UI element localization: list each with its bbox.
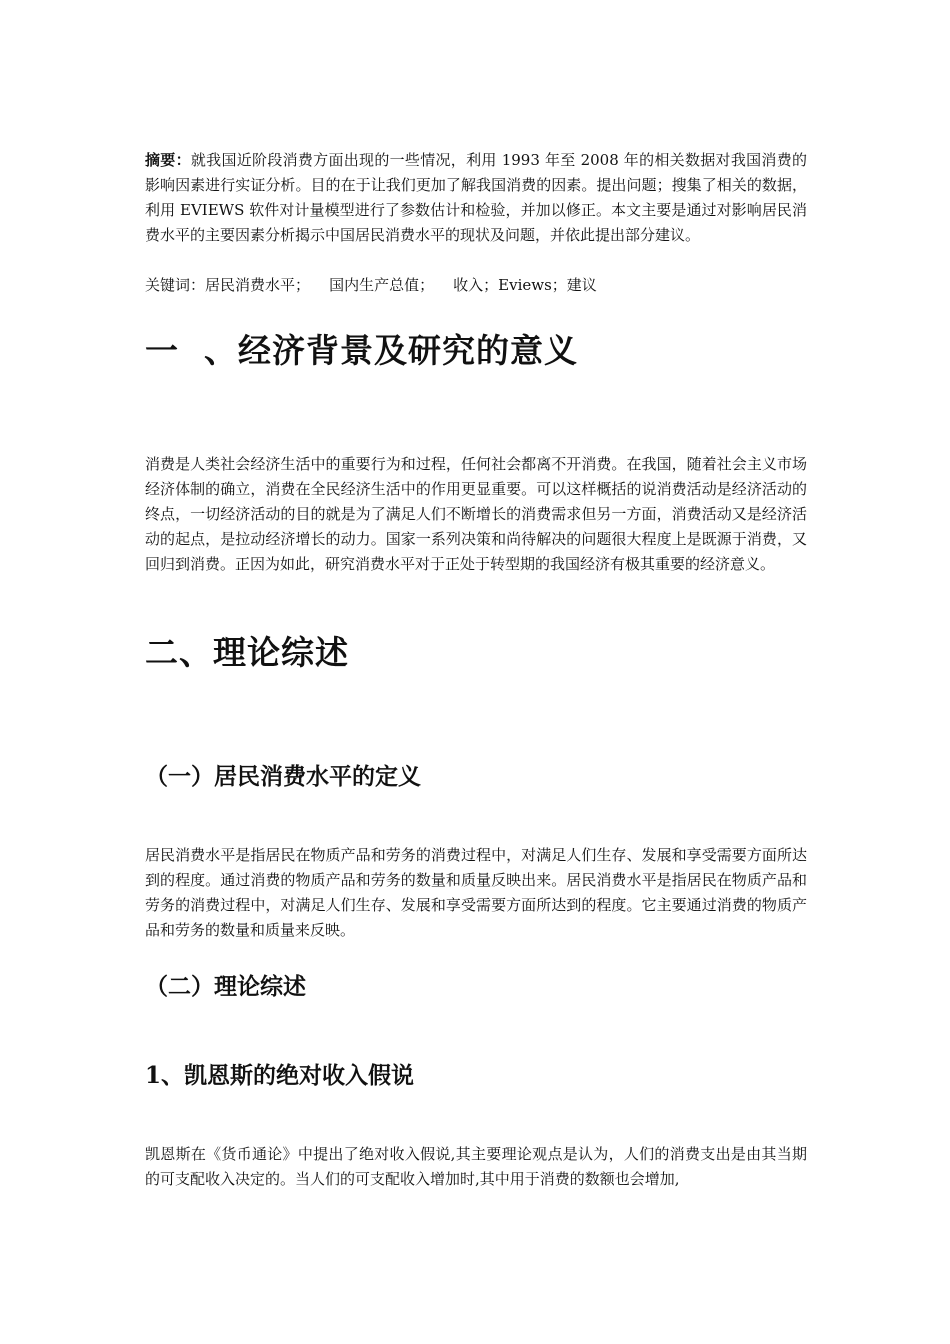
abstract-text: 就我国近阶段消费方面出现的一些情况，利用 1993 年至 2008 年的相关数据对我国消费的影响因素进行实证分析。目的在于让我们更加了解我国消费的因素。提出问题；搜集了相关的数据，利用 EVIEWS 软件对计量模型进行了参数估计和检验，并加以修正。本文主要是通过对影响居民消费水平的主要因素分析揭示中国居民消费水平的现状及问题，并依此提出部分建议。: [145, 151, 807, 244]
subsection-2-1-heading: （一）居民消费水平的定义: [145, 764, 421, 790]
section-2-heading: 二、理论综述: [145, 633, 349, 672]
subsection-2-2-1-heading: 1、凯恩斯的绝对收入假说: [145, 1062, 415, 1089]
subsection-2-2-1-paragraph: 凯恩斯在《货币通论》中提出了绝对收入假说,其主要理论观点是认为，人们的消费支出是由其当期的可支配收入决定的。当人们的可支配收入增加时,其中用于消费的数额也会增加,: [145, 1145, 807, 1188]
abstract-paragraph: [145, 148, 807, 248]
keywords-line: 关键词：居民消费水平； 国内生产总值； 收入；Eviews；建议: [145, 276, 597, 294]
subsection-2-1-paragraph: 居民消费水平是指居民在物质产品和劳务的消费过程中，对满足人们生存、发展和享受需要方面所达到的程度。通过消费的物质产品和劳务的数量和质量反映出来。居民消费水平是指居民在物质产品和劳务的消费过程中，对满足人们生存、发展和享受需要方面所达到的程度。它主要通过消费的物质产品和劳务的数量和质量来反映。: [145, 846, 807, 939]
subsection-2-2-heading: （二）理论综述: [145, 974, 306, 1000]
section-1-paragraph: 消费是人类社会经济生活中的重要行为和过程，任何社会都离不开消费。在我国，随着社会主义市场经济体制的确立，消费在全民经济生活中的作用更显重要。可以这样概括的说消费活动是经济活动的终点，一切经济活动的目的就是为了满足人们不断增长的消费需求但另一方面，消费活动又是经济活动的起点，是拉动经济增长的动力。国家一系列决策和尚待解决的问题很大程度上是既源于消费，又回归到消费。正因为如此，研究消费水平对于正处于转型期的我国经济有极其重要的经济意义。: [145, 455, 807, 573]
section-1-heading: 一 、经济背景及研究的意义: [145, 331, 578, 370]
abstract-label: 摘要：: [145, 151, 191, 169]
